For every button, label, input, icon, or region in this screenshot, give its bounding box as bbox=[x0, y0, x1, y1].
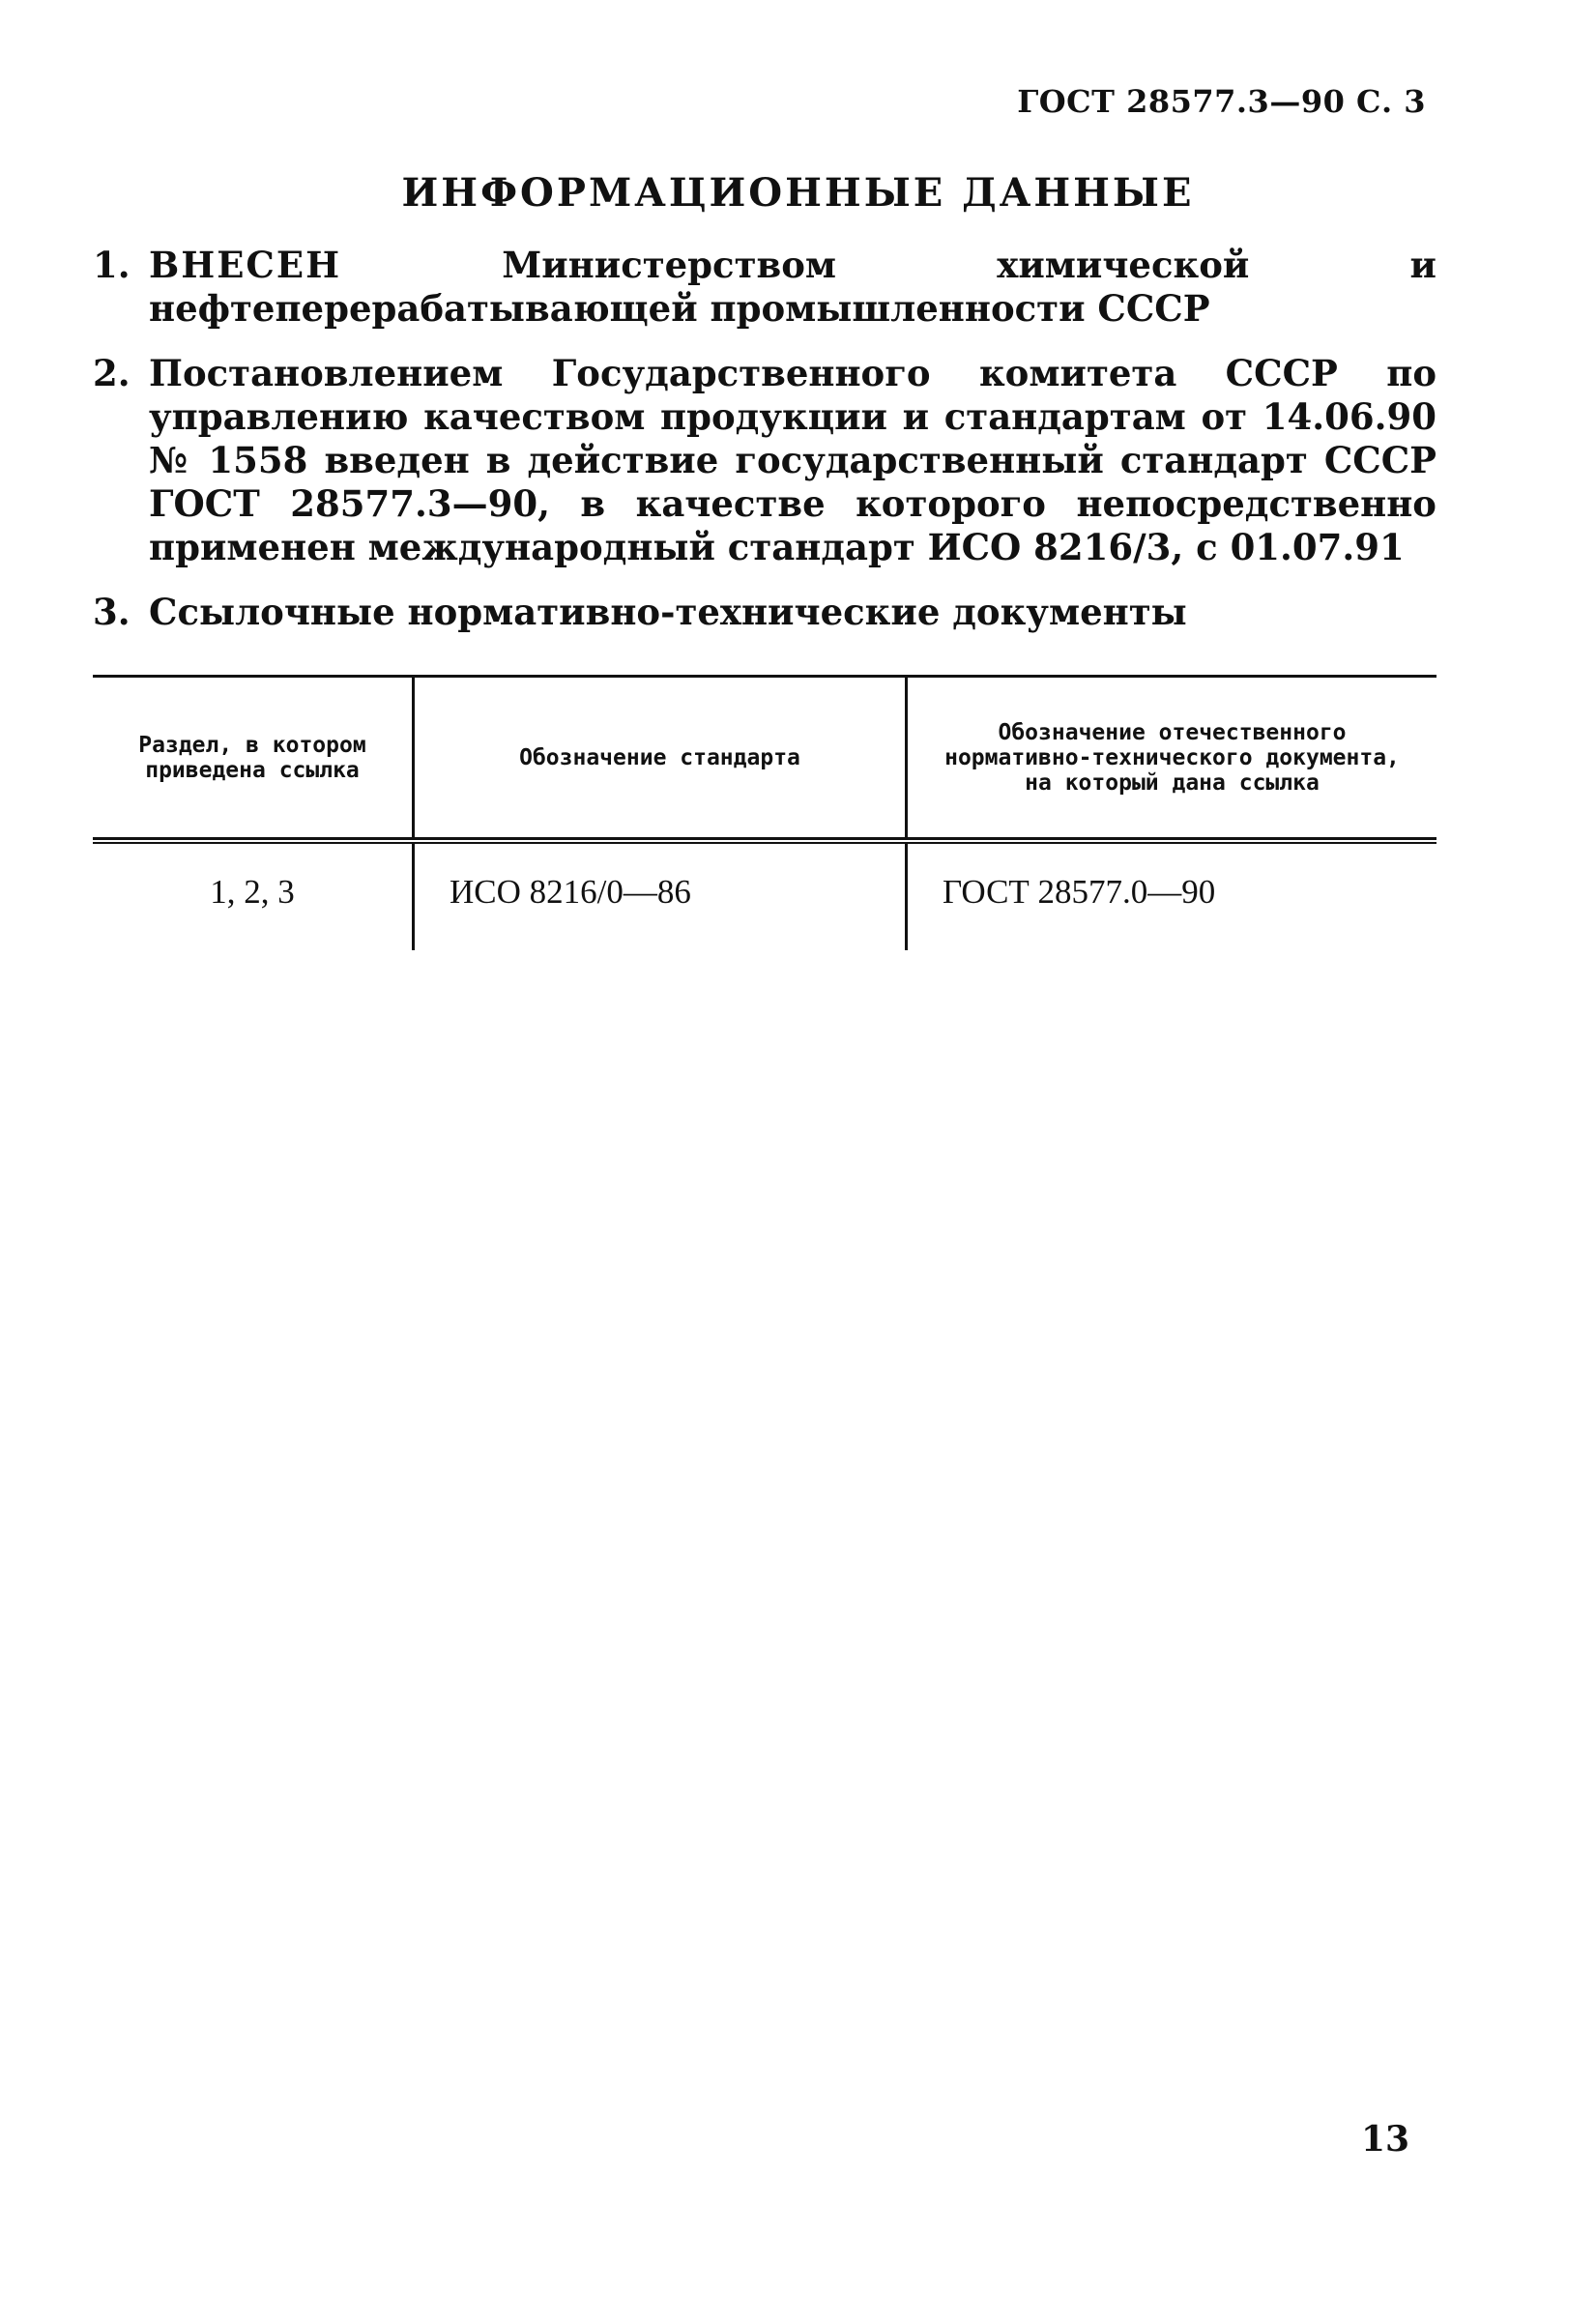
item-number: 2. bbox=[93, 352, 131, 394]
table-cell: 1, 2, 3 bbox=[210, 873, 295, 911]
table-cell: ИСО 8216/0—86 bbox=[412, 844, 905, 950]
table-cell: ГОСТ 28577.0—90 bbox=[905, 844, 1436, 950]
table-header-cell: Обозначение отечественного нормативно-технического документа, на который дана ссылка bbox=[905, 678, 1436, 837]
table-header-row bbox=[93, 678, 1436, 837]
item-number: 3. bbox=[93, 591, 131, 633]
item-lead: ВНЕСЕН bbox=[149, 244, 342, 286]
info-items-list bbox=[93, 244, 1436, 634]
item-body: Министерством химической и нефтеперерабатывающей промышленности СССР bbox=[149, 244, 1436, 330]
table-row bbox=[93, 844, 1436, 950]
item-text: Ссылочные нормативно-технические документы bbox=[149, 591, 1187, 633]
page-header-doc-ref: ГОСТ 28577.3—90 С. 3 bbox=[1017, 83, 1426, 120]
item-number: 1. bbox=[93, 244, 131, 286]
reference-table bbox=[93, 675, 1436, 950]
table-header-cell: Обозначение стандарта bbox=[412, 678, 905, 837]
item-text: Постановлением Государственного комитета СССР по управлению качеством продукции и стандартам от 14.06.90 № 1558 введен в действие государственный стандарт СССР ГОСТ 28577.3—90, в качестве которого непосредственно применен международный стандарт ИСО 8216/3, с 01.07.91 bbox=[149, 352, 1436, 568]
table-header-rule bbox=[93, 837, 1436, 844]
page-number: 13 bbox=[1361, 2119, 1410, 2160]
list-item bbox=[93, 591, 1436, 634]
list-item bbox=[93, 244, 1436, 331]
list-item bbox=[93, 352, 1436, 569]
page-title: ИНФОРМАЦИОННЫЕ ДАННЫЕ bbox=[401, 170, 1195, 216]
table-header-cell: Раздел, в котором приведена ссылка bbox=[138, 732, 366, 783]
item-text bbox=[149, 244, 1436, 331]
